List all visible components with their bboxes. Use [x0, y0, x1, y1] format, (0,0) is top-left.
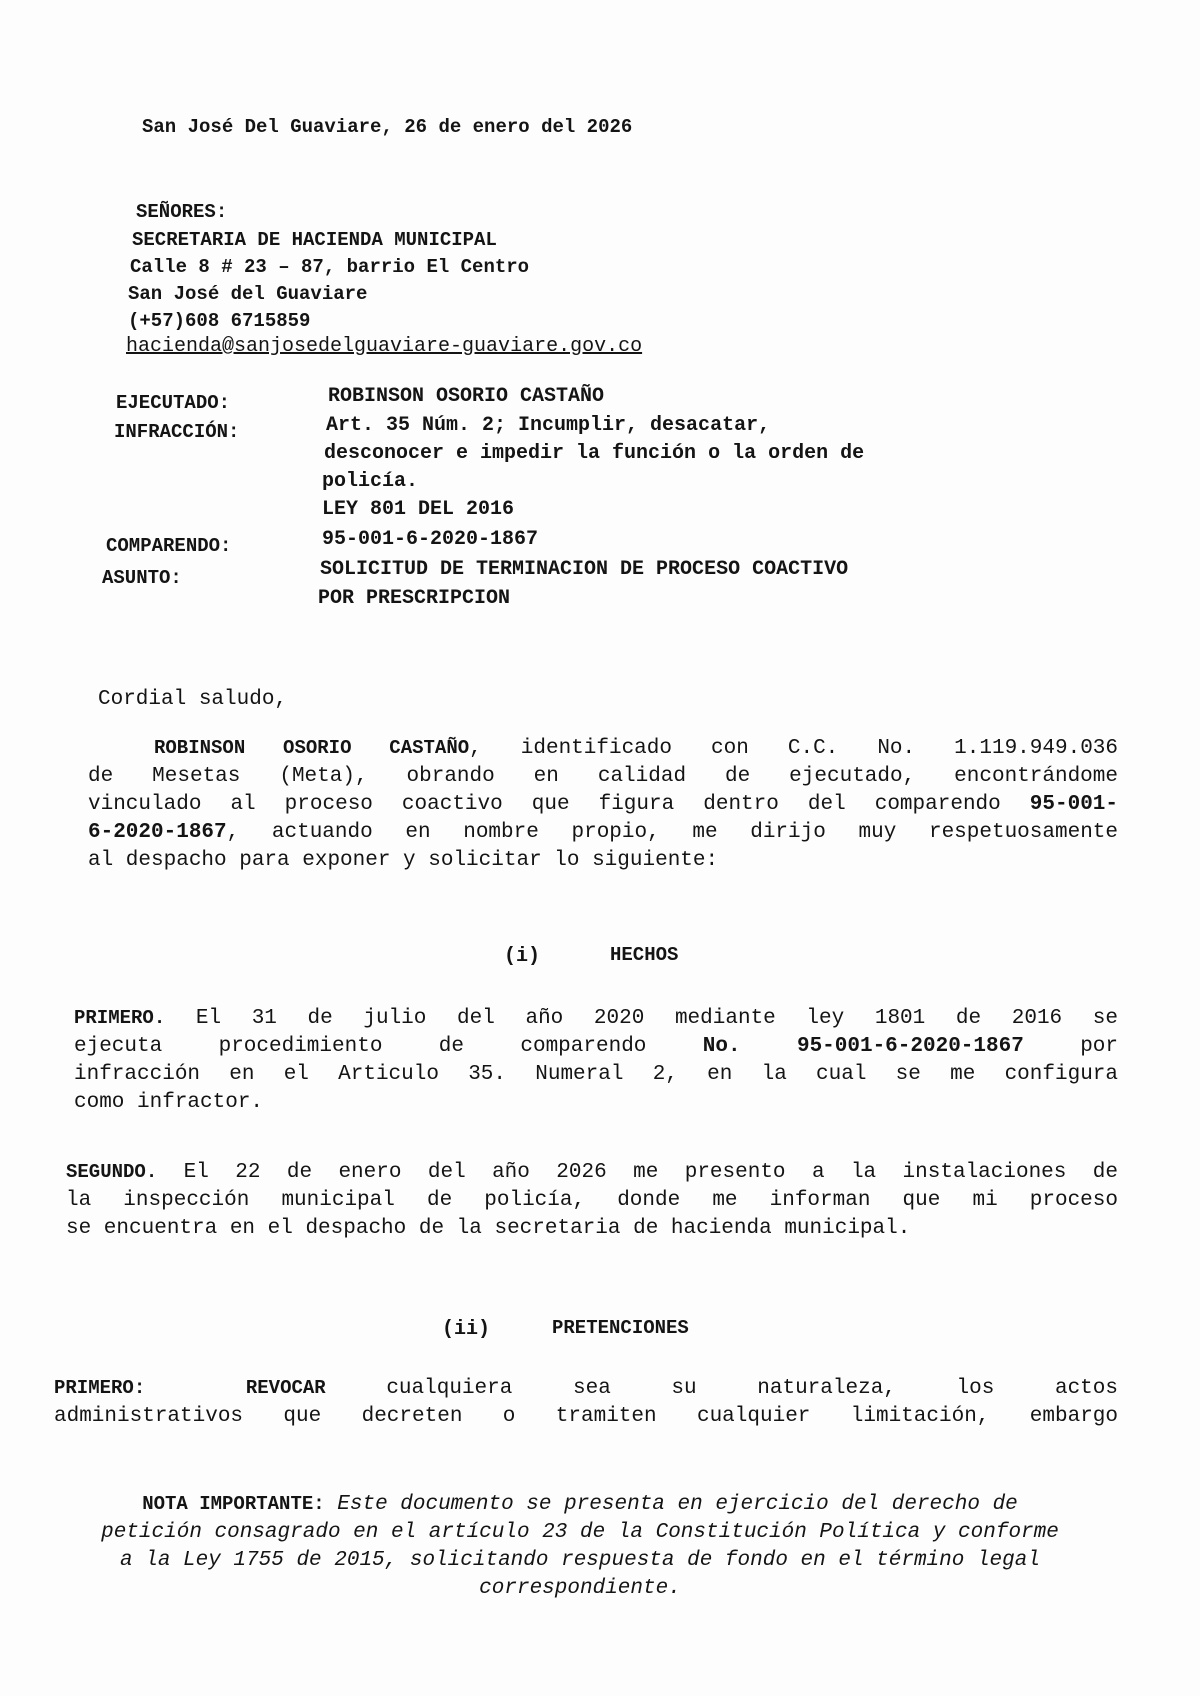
infraccion-label: INFRACCIÓN:: [114, 421, 240, 443]
hechos-segundo-line-1-text: El 22 de enero del año 2026 me presento a la instalaciones de: [157, 1161, 1118, 1184]
asunto-line-2: POR PRESCRIPCION: [318, 587, 511, 610]
intro-comparendo-part-2: 6-2020-1867: [88, 821, 227, 844]
section-1-title: HECHOS: [610, 944, 679, 966]
hechos-segundo-line-1: [66, 1158, 1118, 1187]
note-line-3: a la Ley 1755 de 2015, solicitando respuesta de fondo en el término legal: [120, 1549, 1040, 1572]
infraccion-line-1: Art. 35 Núm. 2; Incumplir, desacatar,: [326, 414, 771, 437]
asunto-line-1: SOLICITUD DE TERMINACION DE PROCESO COACTIVO: [320, 558, 849, 581]
recipient-email-link[interactable]: hacienda@sanjosedelguaviare-guaviare.gov.co: [126, 335, 643, 358]
note-label: NOTA IMPORTANTE:: [142, 1493, 325, 1515]
greeting: Cordial saludo,: [98, 688, 288, 711]
hechos-primero-line-1: [74, 1004, 1118, 1033]
note-line-1: [40, 1490, 1120, 1519]
pretensiones-primero-paragraph: [54, 1374, 1118, 1431]
hechos-primero-label: PRIMERO.: [74, 1007, 166, 1029]
hechos-primero-line-2-text: ejecuta procedimiento de comparendo: [74, 1035, 703, 1058]
intro-paragraph: [88, 734, 1118, 875]
recipient-phone: (+57)608 6715859: [128, 310, 311, 332]
intro-line-5: al despacho para exponer y solicitar lo siguiente:: [88, 849, 719, 872]
intro-line-4-text: , actuando en nombre propio, me dirijo muy respetuosamente: [226, 821, 1118, 844]
pretensiones-revocar: REVOCAR: [245, 1377, 326, 1399]
asunto-label: ASUNTO:: [102, 567, 182, 589]
ejecutado-value: ROBINSON OSORIO CASTAÑO: [328, 385, 605, 408]
intro-name: ROBINSON OSORIO CASTAÑO: [154, 737, 470, 759]
hechos-segundo-label: SEGUNDO.: [66, 1161, 158, 1183]
hechos-segundo-line-3: se encuentra en el despacho de la secretaria de hacienda municipal.: [66, 1217, 911, 1240]
intro-line-3: [88, 791, 1118, 819]
pretensiones-line-2: administrativos que decreten o tramiten cualquier limitación, embargo: [54, 1405, 1118, 1428]
hechos-segundo-paragraph: [66, 1158, 1118, 1243]
important-note: [40, 1490, 1120, 1603]
section-2-title: PRETENCIONES: [552, 1317, 689, 1339]
comparendo-label: COMPARENDO:: [106, 535, 232, 557]
hechos-primero-line-1-text: El 31 de julio del año 2020 mediante ley 1801 de 2016 se: [165, 1007, 1118, 1030]
note-line-2: petición consagrado en el artículo 23 de la Constitución Política y conforme: [101, 1521, 1059, 1544]
hechos-primero-paragraph: [74, 1004, 1118, 1117]
intro-line-3-text: vinculado al proceso coactivo que figura dentro del comparendo: [88, 793, 1030, 816]
hechos-primero-line-2-end: por: [1023, 1035, 1118, 1058]
section-1-numeral: (i): [504, 945, 541, 968]
recipient-city: San José del Guaviare: [128, 283, 368, 305]
recipient-address: Calle 8 # 23 – 87, barrio El Centro: [130, 256, 530, 278]
section-2-numeral: (ii): [442, 1318, 491, 1341]
intro-line-1: [88, 734, 1118, 763]
hechos-segundo-line-2: la inspección municipal de policía, donde me informan que mi proceso: [66, 1189, 1118, 1212]
recipient-label: SEÑORES:: [136, 201, 228, 223]
note-line-1-text: Este documento se presenta en ejercicio del derecho de: [324, 1493, 1018, 1516]
pretensiones-line-1-text: cualquiera sea su naturaleza, los actos: [325, 1377, 1118, 1400]
note-line-4: correspondiente.: [479, 1577, 681, 1600]
infraccion-line-2: desconocer e impedir la función o la orden de: [324, 442, 865, 465]
hechos-comparendo-number: No. 95-001-6-2020-1867: [702, 1035, 1024, 1058]
hechos-primero-line-3: infracción en el Articulo 35. Numeral 2, en la cual se me configura: [74, 1063, 1118, 1086]
place-date: San José Del Guaviare, 26 de enero del 2026: [142, 116, 633, 138]
intro-line-2: de Mesetas (Meta), obrando en calidad de ejecutado, encontrándome: [88, 765, 1118, 788]
pretensiones-line-1: [54, 1374, 1118, 1403]
infraccion-line-4: LEY 801 DEL 2016: [322, 498, 515, 521]
ejecutado-label: EJECUTADO:: [116, 392, 231, 414]
intro-comparendo-part-1: 95-001-: [1029, 793, 1118, 816]
comparendo-value: 95-001-6-2020-1867: [322, 528, 539, 551]
intro-line-1-text: , identificado con C.C. No. 1.119.949.036: [469, 737, 1118, 760]
recipient-entity: SECRETARIA DE HACIENDA MUNICIPAL: [132, 229, 497, 251]
intro-line-4: [88, 819, 1118, 847]
hechos-primero-line-2: [74, 1033, 1118, 1061]
infraccion-line-3: policía.: [322, 470, 419, 493]
hechos-primero-line-4: como infractor.: [74, 1091, 264, 1114]
pretensiones-primero-label: PRIMERO:: [54, 1377, 146, 1399]
